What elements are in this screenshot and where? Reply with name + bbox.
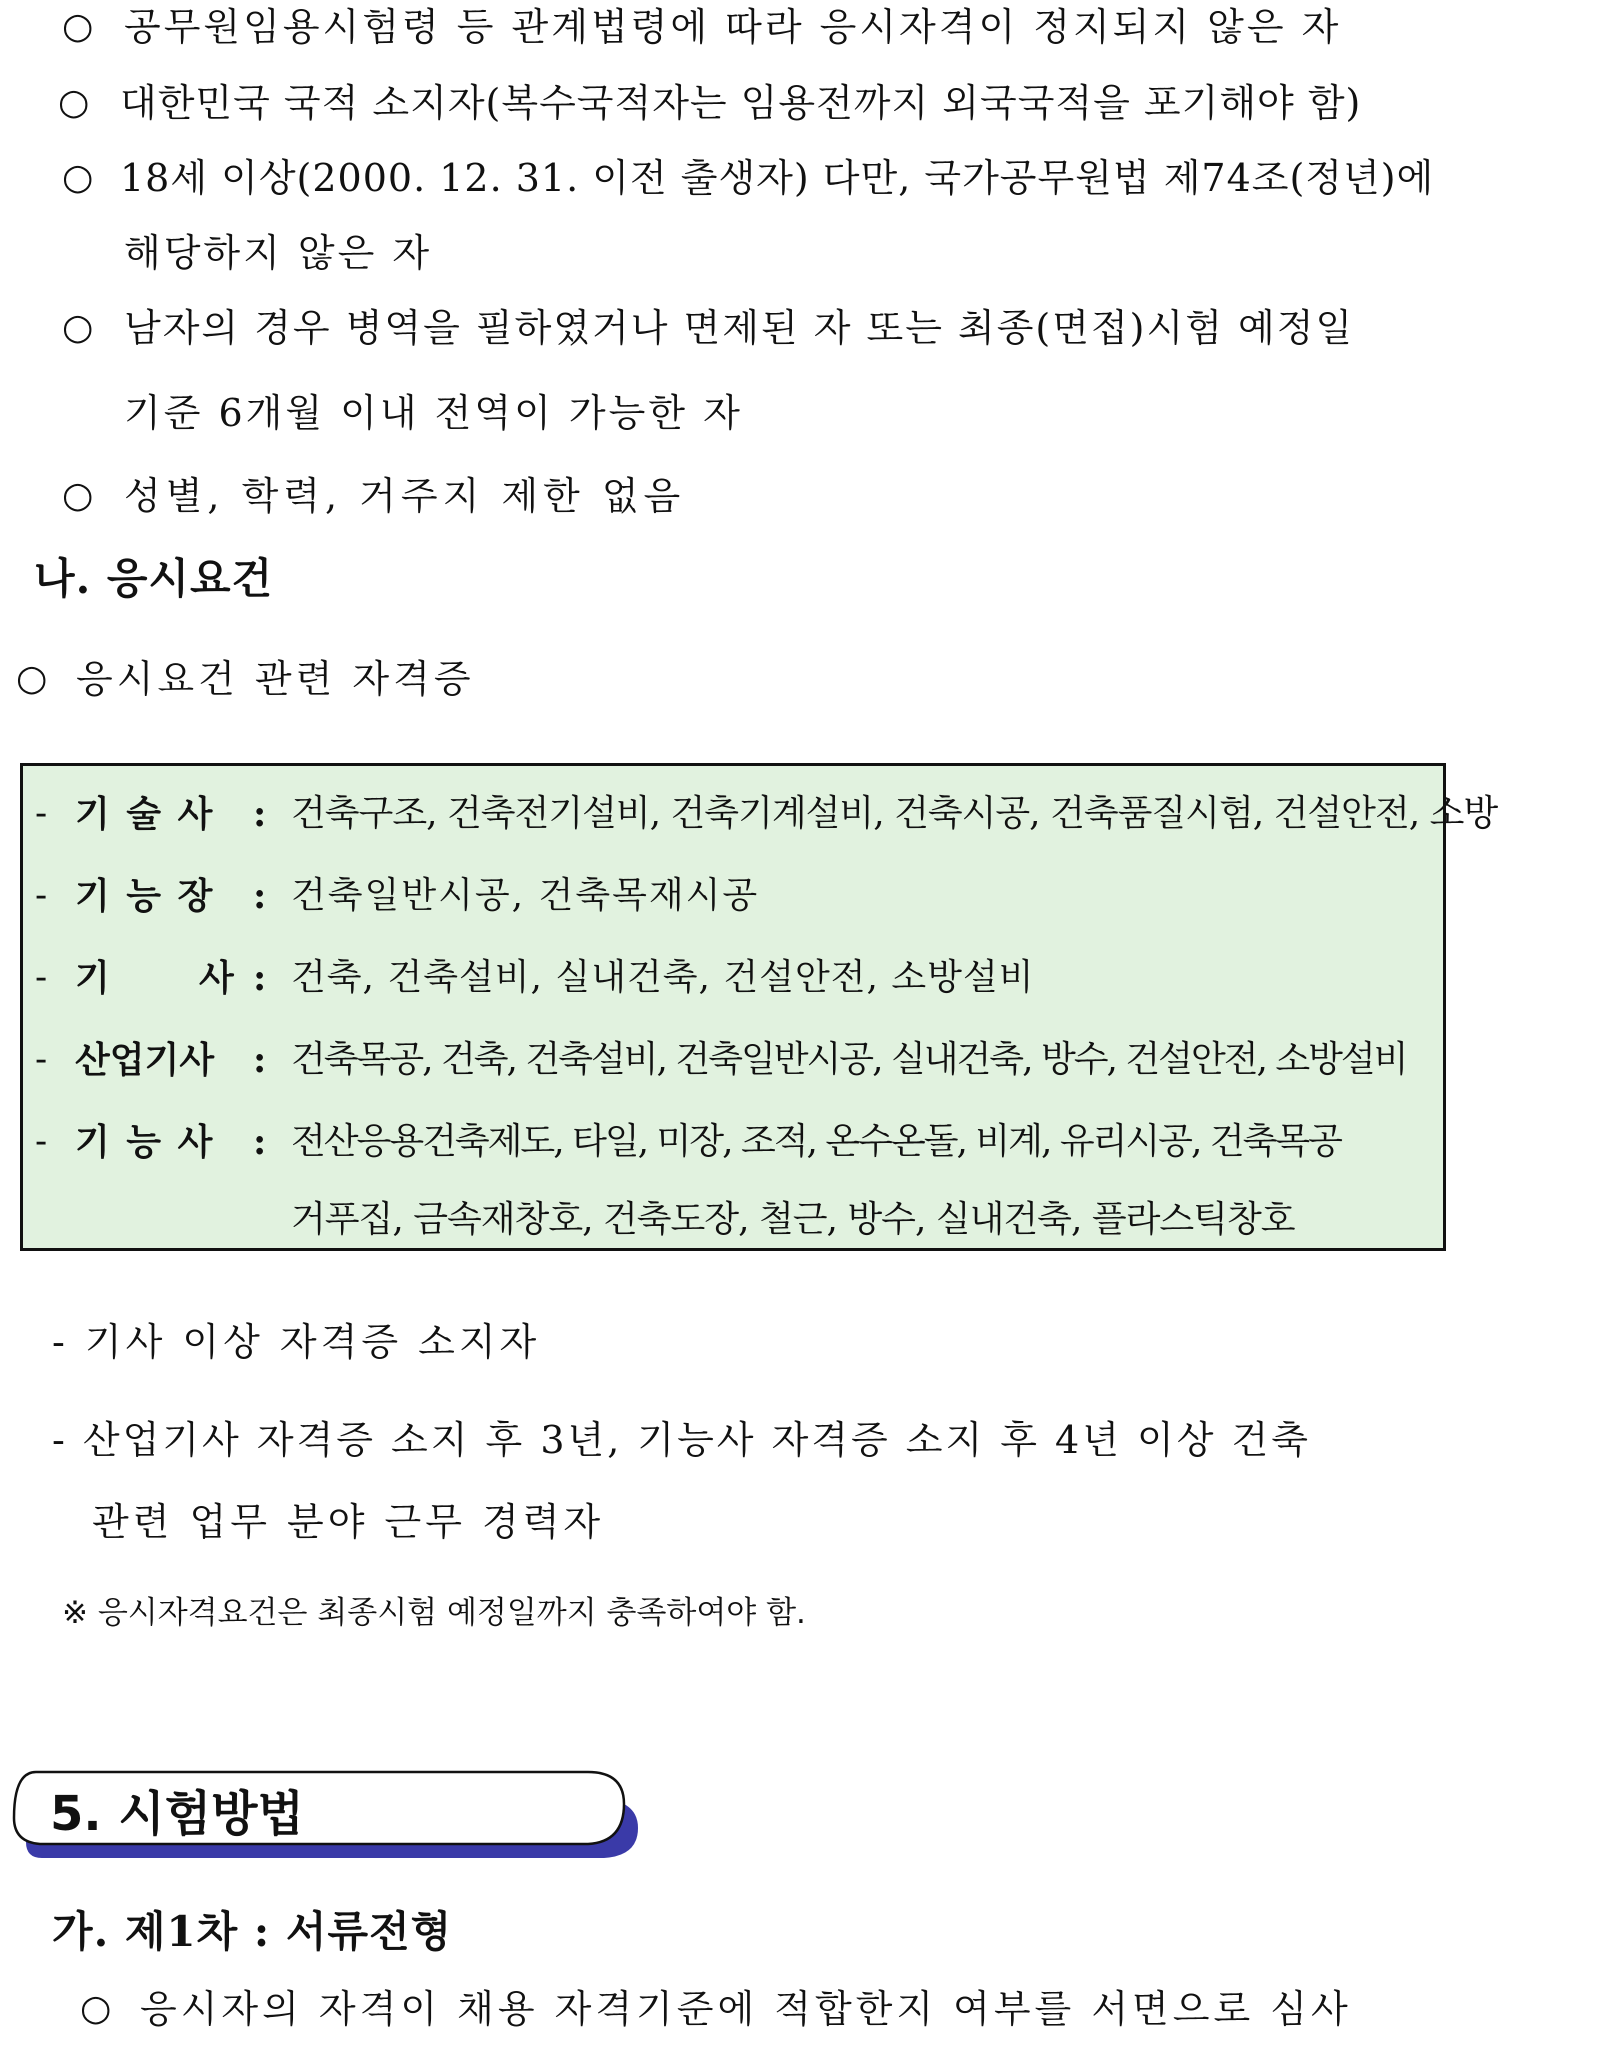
certificate-list: 건축목공, 건축, 건축설비, 건축일반시공, 실내건축, 방수, 건설안전, 소방설비: [291, 1039, 1407, 1080]
bullet-icon: ○: [62, 307, 94, 348]
section-heading: 나. 응시요건: [34, 554, 274, 603]
eligibility-item: 공무원임용시험령 등 관계법령에 따라 응시자격이 정지되지 않은 자: [124, 5, 1342, 49]
row-dash: -: [35, 875, 48, 916]
eligibility-item: 18세 이상(2000. 12. 31. 이전 출생자) 다만, 국가공무원법 제74조(정년)에: [120, 156, 1435, 200]
certificate-list: 건축, 건축설비, 실내건축, 건설안전, 소방설비: [291, 957, 1035, 998]
bullet-icon: ○: [16, 658, 48, 699]
row-colon: :: [253, 793, 267, 835]
section-title: 5. 시험방법: [50, 1786, 304, 1842]
row-colon: :: [253, 1121, 267, 1163]
certificate-list-continuation: 거푸집, 금속재창호, 건축도장, 철근, 방수, 실내건축, 플라스틱창호: [291, 1199, 1295, 1240]
certificate-list: 전산응용건축제도, 타일, 미장, 조적, 온수온돌, 비계, 유리시공, 건축목공: [291, 1121, 1341, 1162]
row-colon: :: [253, 1039, 267, 1081]
requirement-note: ※ 응시자격요건은 최종시험 예정일까지 충족하여야 함.: [62, 1595, 806, 1631]
row-dash: -: [35, 1039, 48, 1080]
eligibility-item: 성별, 학력, 거주지 제한 없음: [124, 474, 686, 518]
exam-method-item: 응시자의 자격이 채용 자격기준에 적합한지 여부를 서면으로 심사: [140, 1987, 1352, 2031]
certificate-grade-label: 산업기사: [75, 1039, 215, 1081]
certificate-box: [20, 763, 1498, 1251]
certificate-list: 건축일반시공, 건축목재시공: [291, 875, 760, 916]
bullet-icon: ○: [62, 6, 94, 47]
requirement-item: - 기사 이상 자격증 소지자: [52, 1320, 541, 1364]
section-banner: [12, 1770, 640, 1870]
requirement-subheading: 응시요건 관련 자격증: [76, 657, 475, 701]
row-dash: -: [35, 1121, 48, 1162]
requirement-item: - 산업기사 자격증 소지 후 3년, 기능사 자격증 소지 후 4년 이상 건축: [52, 1418, 1311, 1462]
eligibility-item-continuation: 기준 6개월 이내 전역이 가능한 자: [124, 391, 743, 435]
certificate-grade-label: 기 술 사: [75, 793, 215, 835]
bullet-icon: ○: [80, 1988, 112, 2029]
row-colon: :: [253, 957, 267, 999]
certificate-grade-label: 기 능 장: [75, 875, 215, 917]
bullet-icon: ○: [62, 475, 94, 516]
row-colon: :: [253, 875, 267, 917]
row-dash: -: [35, 957, 48, 998]
subsection-heading: 가. 제1차 : 서류전형: [52, 1907, 453, 1956]
eligibility-item: 대한민국 국적 소지자(복수국적자는 임용전까지 외국국적을 포기해야 함): [120, 81, 1362, 125]
row-dash: -: [35, 793, 48, 834]
eligibility-item: 남자의 경우 병역을 필하였거나 면제된 자 또는 최종(면접)시험 예정일: [124, 306, 1355, 350]
requirement-item-continuation: 관련 업무 분야 근무 경력자: [92, 1500, 605, 1544]
certificate-grade-label: 기 능 사: [75, 1121, 215, 1163]
eligibility-item-continuation: 해당하지 않은 자: [124, 231, 433, 275]
certificate-list: 건축구조, 건축전기설비, 건축기계설비, 건축시공, 건축품질시험, 건설안전, 소방: [291, 793, 1498, 834]
certificate-grade-label: 기 사: [75, 957, 236, 999]
bullet-icon: ○: [58, 82, 90, 123]
bullet-icon: ○: [62, 157, 94, 198]
